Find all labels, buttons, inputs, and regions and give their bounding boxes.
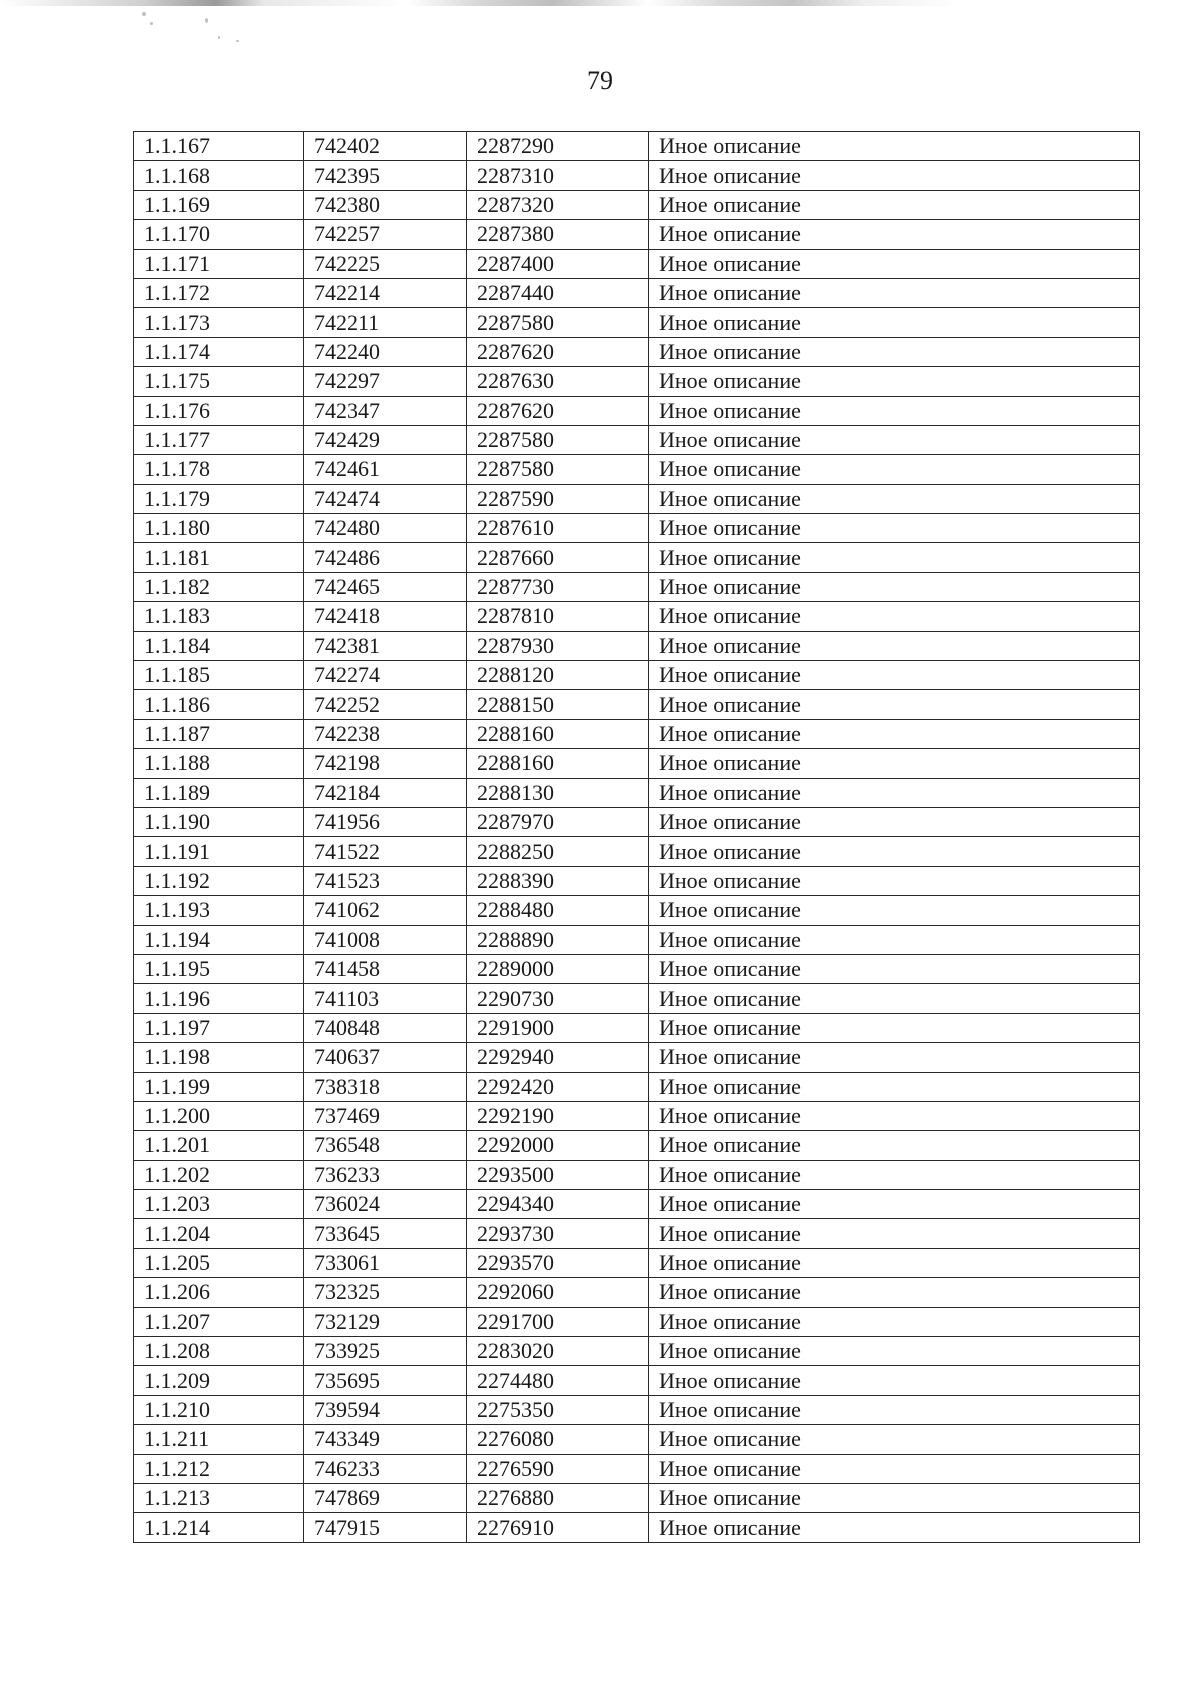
- table-row: [134, 1337, 1140, 1366]
- x-coordinate-cell: 736548: [304, 1131, 467, 1160]
- point-number-cell: 1.1.170: [134, 220, 304, 249]
- description-cell: Иное описание: [649, 778, 1140, 807]
- point-number-cell: 1.1.214: [134, 1513, 304, 1542]
- y-coordinate-cell: 2293500: [467, 1160, 649, 1189]
- x-coordinate-cell: 742486: [304, 543, 467, 572]
- y-coordinate-cell: 2288390: [467, 866, 649, 895]
- scan-speck: [236, 40, 239, 42]
- x-coordinate-cell: 741522: [304, 837, 467, 866]
- y-coordinate-cell: 2287320: [467, 190, 649, 219]
- y-coordinate-cell: 2288150: [467, 690, 649, 719]
- x-coordinate-cell: 742480: [304, 514, 467, 543]
- y-coordinate-cell: 2287610: [467, 514, 649, 543]
- table-row: [134, 1248, 1140, 1277]
- scan-speck: [142, 12, 146, 16]
- x-coordinate-cell: 737469: [304, 1101, 467, 1130]
- description-cell: Иное описание: [649, 484, 1140, 513]
- description-cell: Иное описание: [649, 1131, 1140, 1160]
- y-coordinate-cell: 2287970: [467, 807, 649, 836]
- description-cell: Иное описание: [649, 837, 1140, 866]
- table-row: [134, 1219, 1140, 1248]
- x-coordinate-cell: 736024: [304, 1190, 467, 1219]
- table-row: [134, 837, 1140, 866]
- x-coordinate-cell: 741956: [304, 807, 467, 836]
- y-coordinate-cell: 2292190: [467, 1101, 649, 1130]
- y-coordinate-cell: 2287290: [467, 132, 649, 161]
- point-number-cell: 1.1.198: [134, 1043, 304, 1072]
- table-row: [134, 220, 1140, 249]
- x-coordinate-cell: 732325: [304, 1278, 467, 1307]
- point-number-cell: 1.1.181: [134, 543, 304, 572]
- y-coordinate-cell: 2287380: [467, 220, 649, 249]
- table-row: [134, 1072, 1140, 1101]
- x-coordinate-cell: 742474: [304, 484, 467, 513]
- y-coordinate-cell: 2287730: [467, 572, 649, 601]
- table-row: [134, 1043, 1140, 1072]
- x-coordinate-cell: 742297: [304, 367, 467, 396]
- description-cell: Иное описание: [649, 425, 1140, 454]
- y-coordinate-cell: 2293570: [467, 1248, 649, 1277]
- point-number-cell: 1.1.209: [134, 1366, 304, 1395]
- table-row: [134, 425, 1140, 454]
- x-coordinate-cell: 739594: [304, 1395, 467, 1424]
- y-coordinate-cell: 2287660: [467, 543, 649, 572]
- table-row: [134, 367, 1140, 396]
- x-coordinate-cell: 742402: [304, 132, 467, 161]
- point-number-cell: 1.1.187: [134, 719, 304, 748]
- point-number-cell: 1.1.193: [134, 896, 304, 925]
- point-number-cell: 1.1.179: [134, 484, 304, 513]
- point-number-cell: 1.1.199: [134, 1072, 304, 1101]
- table-row: [134, 866, 1140, 895]
- description-cell: Иное описание: [649, 1248, 1140, 1277]
- y-coordinate-cell: 2289000: [467, 954, 649, 983]
- point-number-cell: 1.1.180: [134, 514, 304, 543]
- x-coordinate-cell: 732129: [304, 1307, 467, 1336]
- coordinates-table-body: [134, 132, 1140, 1543]
- y-coordinate-cell: 2276910: [467, 1513, 649, 1542]
- description-cell: Иное описание: [649, 954, 1140, 983]
- x-coordinate-cell: 741008: [304, 925, 467, 954]
- table-row: [134, 1013, 1140, 1042]
- y-coordinate-cell: 2292940: [467, 1043, 649, 1072]
- table-row: [134, 778, 1140, 807]
- point-number-cell: 1.1.205: [134, 1248, 304, 1277]
- description-cell: Иное описание: [649, 1395, 1140, 1424]
- x-coordinate-cell: 736233: [304, 1160, 467, 1189]
- table-row: [134, 1483, 1140, 1512]
- description-cell: Иное описание: [649, 896, 1140, 925]
- x-coordinate-cell: 741103: [304, 984, 467, 1013]
- x-coordinate-cell: 742238: [304, 719, 467, 748]
- y-coordinate-cell: 2287580: [467, 455, 649, 484]
- table-row: [134, 132, 1140, 161]
- x-coordinate-cell: 747869: [304, 1483, 467, 1512]
- description-cell: Иное описание: [649, 602, 1140, 631]
- y-coordinate-cell: 2288890: [467, 925, 649, 954]
- table-row: [134, 661, 1140, 690]
- table-row: [134, 1131, 1140, 1160]
- description-cell: Иное описание: [649, 1513, 1140, 1542]
- point-number-cell: 1.1.190: [134, 807, 304, 836]
- table-row: [134, 278, 1140, 307]
- scan-speck: [205, 18, 208, 23]
- description-cell: Иное описание: [649, 1160, 1140, 1189]
- point-number-cell: 1.1.175: [134, 367, 304, 396]
- description-cell: Иное описание: [649, 984, 1140, 1013]
- y-coordinate-cell: 2290730: [467, 984, 649, 1013]
- table-row: [134, 896, 1140, 925]
- page-number: 79: [587, 66, 613, 95]
- point-number-cell: 1.1.194: [134, 925, 304, 954]
- x-coordinate-cell: 735695: [304, 1366, 467, 1395]
- description-cell: Иное описание: [649, 396, 1140, 425]
- description-cell: Иное описание: [649, 1337, 1140, 1366]
- coordinates-table: [133, 131, 1140, 1543]
- x-coordinate-cell: 742274: [304, 661, 467, 690]
- y-coordinate-cell: 2287440: [467, 278, 649, 307]
- description-cell: Иное описание: [649, 337, 1140, 366]
- table-row: [134, 1395, 1140, 1424]
- x-coordinate-cell: 740637: [304, 1043, 467, 1072]
- table-row: [134, 1513, 1140, 1542]
- table-row: [134, 631, 1140, 660]
- point-number-cell: 1.1.196: [134, 984, 304, 1013]
- point-number-cell: 1.1.189: [134, 778, 304, 807]
- point-number-cell: 1.1.206: [134, 1278, 304, 1307]
- description-cell: Иное описание: [649, 514, 1140, 543]
- description-cell: Иное описание: [649, 455, 1140, 484]
- x-coordinate-cell: 733061: [304, 1248, 467, 1277]
- scan-speck: [150, 22, 153, 25]
- description-cell: Иное описание: [649, 749, 1140, 778]
- point-number-cell: 1.1.211: [134, 1425, 304, 1454]
- point-number-cell: 1.1.191: [134, 837, 304, 866]
- description-cell: Иное описание: [649, 1043, 1140, 1072]
- table-row: [134, 719, 1140, 748]
- table-row: [134, 807, 1140, 836]
- x-coordinate-cell: 733925: [304, 1337, 467, 1366]
- table-row: [134, 1307, 1140, 1336]
- y-coordinate-cell: 2287580: [467, 308, 649, 337]
- x-coordinate-cell: 742252: [304, 690, 467, 719]
- point-number-cell: 1.1.167: [134, 132, 304, 161]
- table-row: [134, 1160, 1140, 1189]
- y-coordinate-cell: 2293730: [467, 1219, 649, 1248]
- point-number-cell: 1.1.171: [134, 249, 304, 278]
- description-cell: Иное описание: [649, 220, 1140, 249]
- table-row: [134, 749, 1140, 778]
- x-coordinate-cell: 747915: [304, 1513, 467, 1542]
- point-number-cell: 1.1.200: [134, 1101, 304, 1130]
- x-coordinate-cell: 742395: [304, 161, 467, 190]
- y-coordinate-cell: 2287400: [467, 249, 649, 278]
- description-cell: Иное описание: [649, 661, 1140, 690]
- y-coordinate-cell: 2287630: [467, 367, 649, 396]
- x-coordinate-cell: 741523: [304, 866, 467, 895]
- x-coordinate-cell: 741458: [304, 954, 467, 983]
- point-number-cell: 1.1.208: [134, 1337, 304, 1366]
- description-cell: Иное описание: [649, 1307, 1140, 1336]
- description-cell: Иное описание: [649, 278, 1140, 307]
- x-coordinate-cell: 742184: [304, 778, 467, 807]
- point-number-cell: 1.1.207: [134, 1307, 304, 1336]
- x-coordinate-cell: 742240: [304, 337, 467, 366]
- x-coordinate-cell: 743349: [304, 1425, 467, 1454]
- point-number-cell: 1.1.195: [134, 954, 304, 983]
- point-number-cell: 1.1.210: [134, 1395, 304, 1424]
- table-row: [134, 396, 1140, 425]
- table-row: [134, 954, 1140, 983]
- y-coordinate-cell: 2291700: [467, 1307, 649, 1336]
- point-number-cell: 1.1.212: [134, 1454, 304, 1483]
- y-coordinate-cell: 2276590: [467, 1454, 649, 1483]
- table-row: [134, 514, 1140, 543]
- scan-speck: [218, 36, 220, 39]
- point-number-cell: 1.1.188: [134, 749, 304, 778]
- point-number-cell: 1.1.178: [134, 455, 304, 484]
- y-coordinate-cell: 2288160: [467, 719, 649, 748]
- description-cell: Иное описание: [649, 132, 1140, 161]
- description-cell: Иное описание: [649, 1219, 1140, 1248]
- description-cell: Иное описание: [649, 161, 1140, 190]
- y-coordinate-cell: 2288160: [467, 749, 649, 778]
- x-coordinate-cell: 733645: [304, 1219, 467, 1248]
- y-coordinate-cell: 2287590: [467, 484, 649, 513]
- description-cell: Иное описание: [649, 190, 1140, 219]
- x-coordinate-cell: 740848: [304, 1013, 467, 1042]
- description-cell: Иное описание: [649, 866, 1140, 895]
- point-number-cell: 1.1.168: [134, 161, 304, 190]
- description-cell: Иное описание: [649, 807, 1140, 836]
- table-row: [134, 161, 1140, 190]
- description-cell: Иное описание: [649, 1072, 1140, 1101]
- y-coordinate-cell: 2287310: [467, 161, 649, 190]
- table-row: [134, 1425, 1140, 1454]
- y-coordinate-cell: 2292420: [467, 1072, 649, 1101]
- x-coordinate-cell: 742418: [304, 602, 467, 631]
- description-cell: Иное описание: [649, 543, 1140, 572]
- point-number-cell: 1.1.192: [134, 866, 304, 895]
- y-coordinate-cell: 2287620: [467, 337, 649, 366]
- x-coordinate-cell: 746233: [304, 1454, 467, 1483]
- description-cell: Иное описание: [649, 572, 1140, 601]
- x-coordinate-cell: 742461: [304, 455, 467, 484]
- table-row: [134, 484, 1140, 513]
- y-coordinate-cell: 2288250: [467, 837, 649, 866]
- point-number-cell: 1.1.183: [134, 602, 304, 631]
- table-row: [134, 1190, 1140, 1219]
- table-row: [134, 984, 1140, 1013]
- x-coordinate-cell: 742381: [304, 631, 467, 660]
- table-row: [134, 308, 1140, 337]
- point-number-cell: 1.1.177: [134, 425, 304, 454]
- x-coordinate-cell: 738318: [304, 1072, 467, 1101]
- x-coordinate-cell: 741062: [304, 896, 467, 925]
- point-number-cell: 1.1.201: [134, 1131, 304, 1160]
- description-cell: Иное описание: [649, 367, 1140, 396]
- description-cell: Иное описание: [649, 719, 1140, 748]
- point-number-cell: 1.1.172: [134, 278, 304, 307]
- y-coordinate-cell: 2276080: [467, 1425, 649, 1454]
- description-cell: Иное описание: [649, 1278, 1140, 1307]
- point-number-cell: 1.1.173: [134, 308, 304, 337]
- description-cell: Иное описание: [649, 925, 1140, 954]
- table-row: [134, 690, 1140, 719]
- x-coordinate-cell: 742380: [304, 190, 467, 219]
- point-number-cell: 1.1.174: [134, 337, 304, 366]
- y-coordinate-cell: 2287810: [467, 602, 649, 631]
- description-cell: Иное описание: [649, 631, 1140, 660]
- table-row: [134, 337, 1140, 366]
- point-number-cell: 1.1.213: [134, 1483, 304, 1512]
- table-row: [134, 925, 1140, 954]
- table-row: [134, 190, 1140, 219]
- y-coordinate-cell: 2276880: [467, 1483, 649, 1512]
- description-cell: Иное описание: [649, 1013, 1140, 1042]
- table-row: [134, 572, 1140, 601]
- description-cell: Иное описание: [649, 1483, 1140, 1512]
- y-coordinate-cell: 2287930: [467, 631, 649, 660]
- description-cell: Иное описание: [649, 1101, 1140, 1130]
- x-coordinate-cell: 742429: [304, 425, 467, 454]
- y-coordinate-cell: 2287620: [467, 396, 649, 425]
- scan-edge-artifact: [0, 0, 1200, 6]
- point-number-cell: 1.1.202: [134, 1160, 304, 1189]
- point-number-cell: 1.1.184: [134, 631, 304, 660]
- x-coordinate-cell: 742465: [304, 572, 467, 601]
- y-coordinate-cell: 2292000: [467, 1131, 649, 1160]
- y-coordinate-cell: 2294340: [467, 1190, 649, 1219]
- description-cell: Иное описание: [649, 308, 1140, 337]
- table-row: [134, 455, 1140, 484]
- y-coordinate-cell: 2287580: [467, 425, 649, 454]
- y-coordinate-cell: 2288120: [467, 661, 649, 690]
- description-cell: Иное описание: [649, 1190, 1140, 1219]
- table-row: [134, 602, 1140, 631]
- table-row: [134, 1366, 1140, 1395]
- x-coordinate-cell: 742214: [304, 278, 467, 307]
- y-coordinate-cell: 2275350: [467, 1395, 649, 1424]
- table-row: [134, 1454, 1140, 1483]
- y-coordinate-cell: 2291900: [467, 1013, 649, 1042]
- y-coordinate-cell: 2288480: [467, 896, 649, 925]
- x-coordinate-cell: 742198: [304, 749, 467, 778]
- point-number-cell: 1.1.203: [134, 1190, 304, 1219]
- point-number-cell: 1.1.185: [134, 661, 304, 690]
- table-row: [134, 249, 1140, 278]
- table-row: [134, 543, 1140, 572]
- point-number-cell: 1.1.186: [134, 690, 304, 719]
- description-cell: Иное описание: [649, 1366, 1140, 1395]
- point-number-cell: 1.1.169: [134, 190, 304, 219]
- x-coordinate-cell: 742257: [304, 220, 467, 249]
- point-number-cell: 1.1.182: [134, 572, 304, 601]
- description-cell: Иное описание: [649, 1454, 1140, 1483]
- y-coordinate-cell: 2274480: [467, 1366, 649, 1395]
- description-cell: Иное описание: [649, 1425, 1140, 1454]
- y-coordinate-cell: 2288130: [467, 778, 649, 807]
- description-cell: Иное описание: [649, 249, 1140, 278]
- point-number-cell: 1.1.176: [134, 396, 304, 425]
- x-coordinate-cell: 742225: [304, 249, 467, 278]
- x-coordinate-cell: 742347: [304, 396, 467, 425]
- y-coordinate-cell: 2292060: [467, 1278, 649, 1307]
- description-cell: Иное описание: [649, 690, 1140, 719]
- point-number-cell: 1.1.197: [134, 1013, 304, 1042]
- x-coordinate-cell: 742211: [304, 308, 467, 337]
- y-coordinate-cell: 2283020: [467, 1337, 649, 1366]
- table-row: [134, 1278, 1140, 1307]
- table-row: [134, 1101, 1140, 1130]
- point-number-cell: 1.1.204: [134, 1219, 304, 1248]
